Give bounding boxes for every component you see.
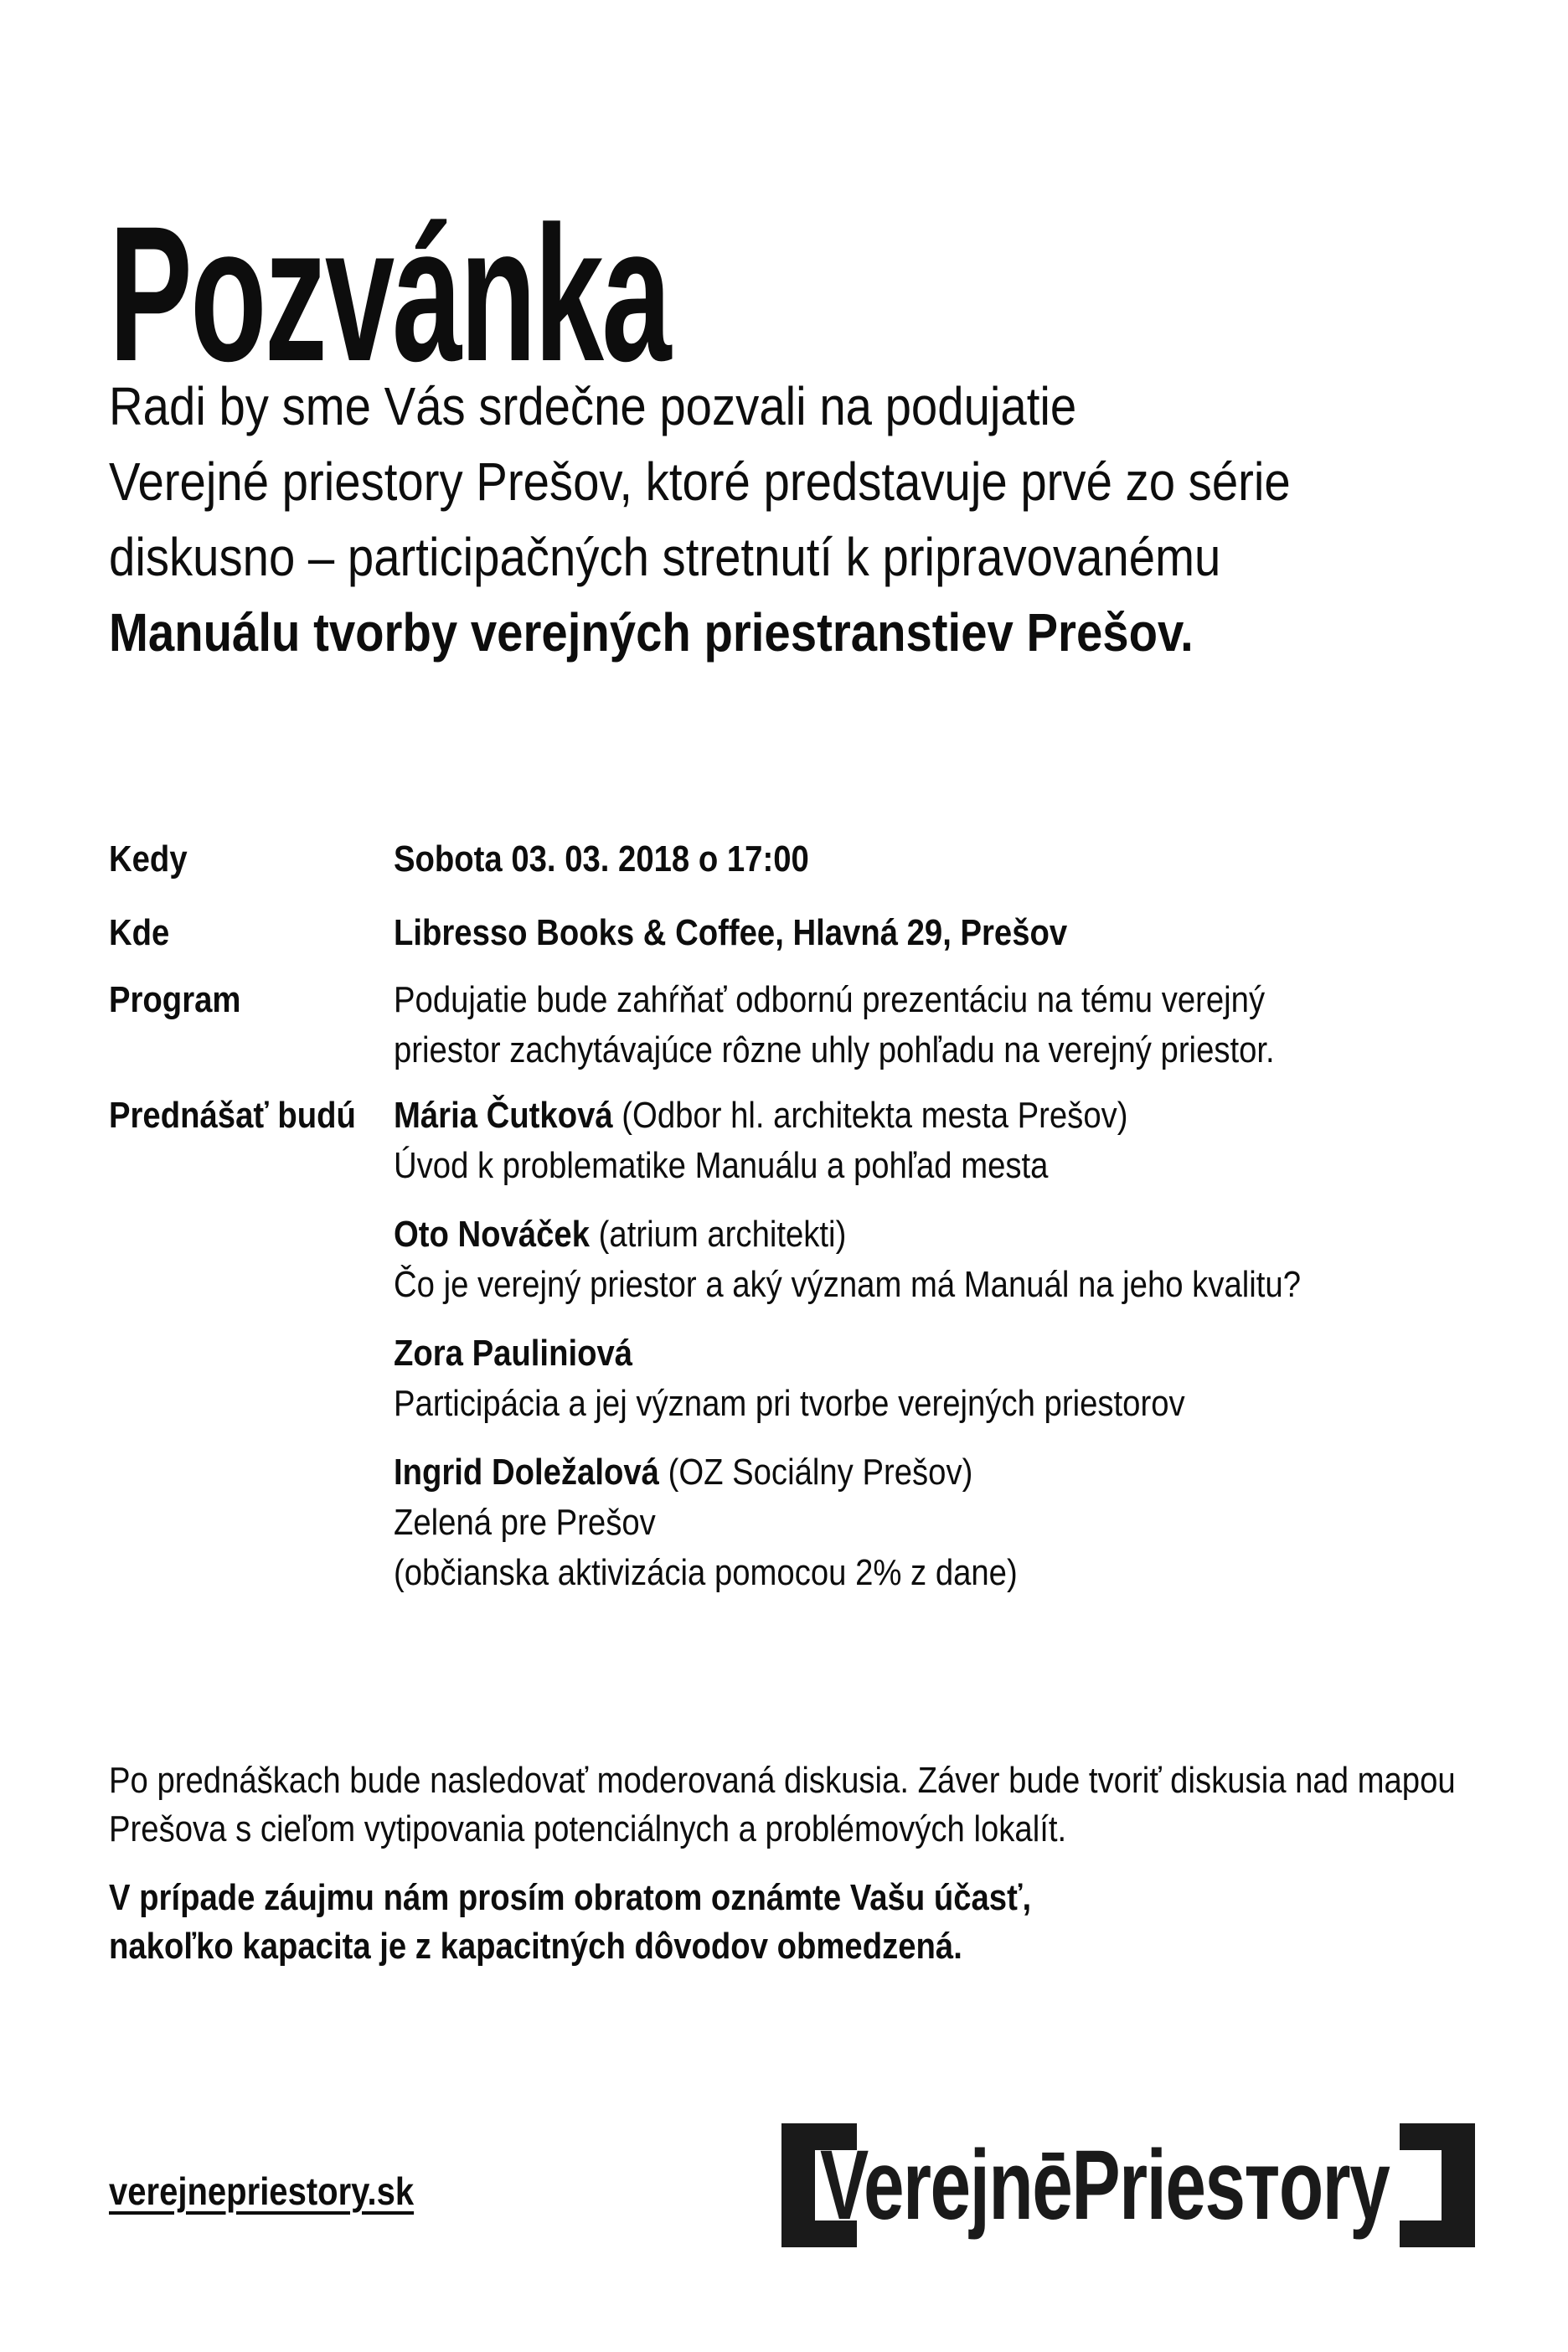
logo-text: VerejnēPriesтory (820, 2130, 1390, 2241)
when-label: Kedy (109, 838, 188, 879)
where-label: Kde (109, 912, 170, 953)
program-label: Program (109, 979, 241, 1020)
speaker-affiliation: (OZ Sociálny Prešov) (658, 1452, 973, 1493)
speaker-headline (394, 1328, 1301, 1379)
speakers-label: Prednášať budú (109, 1095, 356, 1136)
speaker-item (394, 1328, 1436, 1429)
speaker-name: Ingrid Doležalová (394, 1452, 659, 1493)
intro-line: Verejné priestory Prešov, ktoré predstavuje prvé zo série (109, 451, 1291, 512)
speaker-item (394, 1210, 1436, 1310)
speaker-topic: (občianska aktivizácia pomocou 2% z dane) (394, 1552, 1018, 1593)
detail-row-program (109, 975, 1406, 1075)
closing-line: Po prednáškach bude nasledovať moderovaná diskusia. Záver bude tvoriť diskusia nad mapou (109, 1760, 1456, 1801)
detail-row-speakers (109, 1091, 1436, 1617)
closing-line: Prešova s cieľom vytipovania potenciálnych a problémových lokalít. (109, 1808, 1067, 1849)
program-line: priestor zachytávajúce rôzne uhly pohľadu na verejný priestor. (394, 1029, 1275, 1070)
page-title: Pozvánka (109, 186, 669, 402)
intro-bold-line: Manuálu tvorby verejných priestranstiev Prešov. (109, 602, 1194, 663)
program-line: Podujatie bude zahŕňať odbornú prezentáciu na tému verejný (394, 979, 1266, 1020)
brand-logo (781, 2123, 1475, 2247)
speaker-topic: Participácia a jej význam pri tvorbe verejných priestorov (394, 1383, 1185, 1424)
where-value: Libresso Books & Coffee, Hlavná 29, Prešov (394, 912, 1068, 953)
speaker-name: Oto Nováček (394, 1214, 591, 1255)
speaker-name: Mária Čutková (394, 1095, 613, 1136)
website-link[interactable]: verejnepriestory.sk (109, 2169, 415, 2213)
speaker-topic: Čo je verejný priestor a aký význam má Manuál na jeho kvalitu? (394, 1264, 1301, 1305)
intro-paragraph (109, 369, 1452, 670)
speaker-affiliation: (Odbor hl. architekta mesta Prešov) (612, 1095, 1128, 1136)
speaker-item (394, 1447, 1436, 1598)
speakers-list (109, 1091, 1436, 1598)
speaker-headline (394, 1091, 1301, 1141)
speaker-affiliation: (atrium architekti) (590, 1214, 847, 1255)
speaker-topic: Zelená pre Prešov (394, 1502, 656, 1543)
rsvp-line: V prípade záujmu nám prosím obratom oznámte Vašu účasť, (109, 1877, 1032, 1918)
speaker-name: Zora Pauliniová (394, 1333, 633, 1374)
speaker-item (394, 1091, 1436, 1191)
closing-paragraph (109, 1756, 1568, 1854)
when-value: Sobota 03. 03. 2018 o 17:00 (394, 838, 809, 879)
rsvp-note (109, 1874, 1169, 1971)
intro-line: Radi by sme Vás srdečne pozvali na podujatie (109, 376, 1077, 436)
intro-line: diskusno – participačných stretnutí k pripravovanému (109, 527, 1221, 587)
detail-row-when (109, 834, 871, 885)
rsvp-line: nakoľko kapacita je z kapacitných dôvodov obmedzená. (109, 1926, 962, 1967)
speaker-headline (394, 1210, 1301, 1260)
speaker-topic: Úvod k problematike Manuálu a pohľad mesta (394, 1145, 1049, 1186)
speaker-headline (394, 1447, 1301, 1498)
detail-row-where (109, 908, 1168, 958)
logo-right-bracket (1400, 2123, 1475, 2247)
